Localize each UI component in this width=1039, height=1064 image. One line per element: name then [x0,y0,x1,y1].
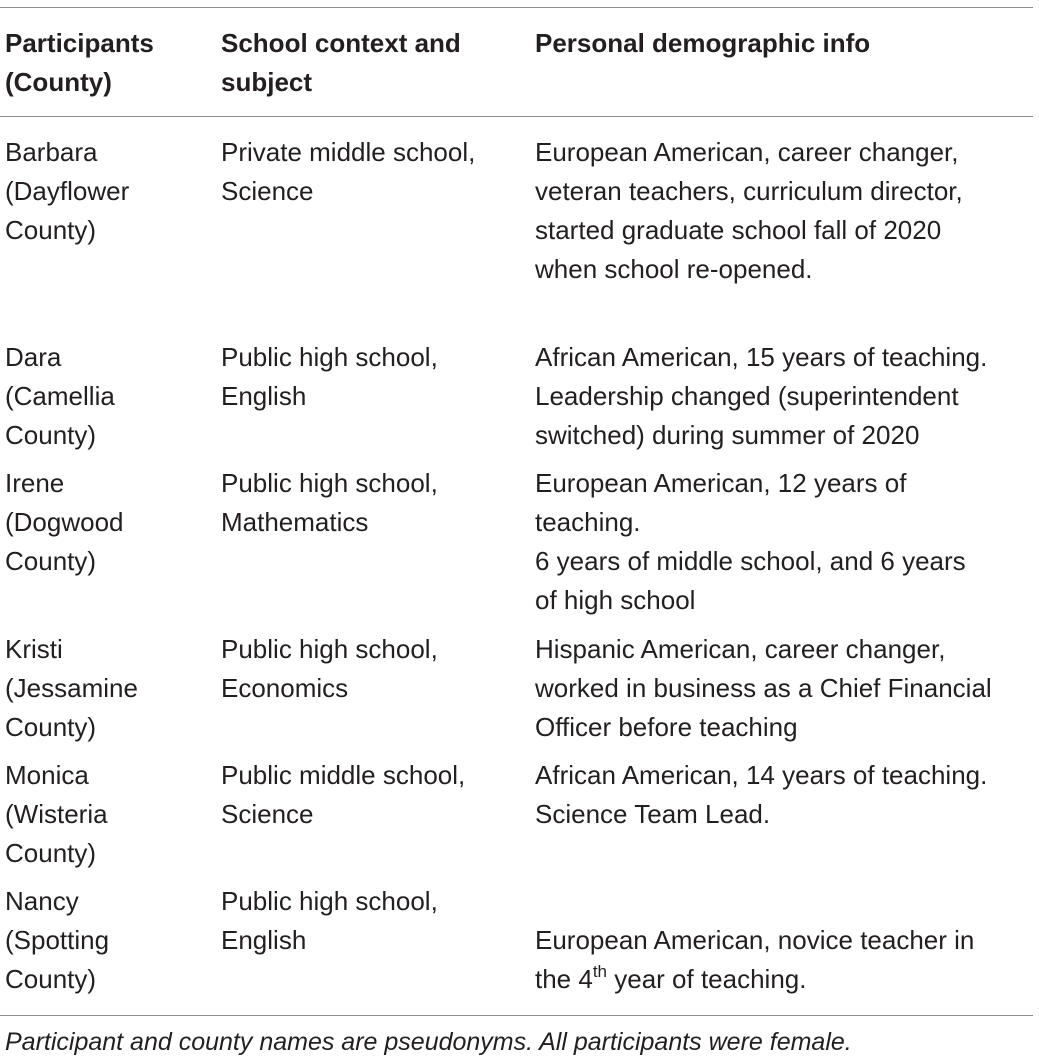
cell-text: the 4 [535,964,593,994]
cell-line: European American, career changer, [535,137,959,167]
cell-line: (Dogwood [5,507,124,537]
cell-line: Kristi [5,634,63,664]
cell-line: Public high school, [221,468,438,498]
cell-line: County) [5,546,97,576]
table-row-personal [535,630,1035,747]
cell-line: County) [5,838,97,868]
cell-line: European American, novice teacher in [535,925,975,955]
cell-line: English [221,381,307,411]
cell-line: African American, 14 years of teaching. [535,760,988,790]
cell-line: (Spotting [5,925,110,955]
table-row-school [221,630,521,708]
cell-line: (Wisteria [5,799,108,829]
table-header-rule [0,116,1033,117]
cell-text: year of teaching. [607,964,807,994]
cell-line: worked in business as a Chief Financial [535,673,992,703]
header-personal-line1: Personal demographic info [535,28,871,58]
table-bottom-rule [0,1015,1033,1016]
cell-line: when school re-opened. [535,254,813,284]
cell-line: of high school [535,585,696,615]
cell-line: European American, 12 years of [535,468,907,498]
cell-line: County) [5,964,97,994]
cell-line: Irene [5,468,65,498]
table-row-personal [535,756,1035,834]
table-footnote: Participant and county names are pseudonyms. All participants were female. [5,1028,852,1056]
cell-line: Economics [221,673,349,703]
cell-line: switched) during summer of 2020 [535,420,920,450]
header-participants-line1: Participants [5,28,154,58]
cell-line: English [221,925,307,955]
table-row-school [221,882,521,960]
table-row-school [221,338,521,416]
cell-line [535,960,1035,999]
cell-line: Barbara [5,137,98,167]
cell-line: Officer before teaching [535,712,798,742]
cell-line: (Dayflower [5,176,130,206]
table-row-personal [535,921,1035,999]
cell-line: Hispanic American, career changer, [535,634,946,664]
cell-line: Science [221,176,314,206]
cell-line: Public high school, [221,886,438,916]
table-row-personal [535,338,1035,455]
cell-line: Public middle school, [221,760,466,790]
cell-line: teaching. [535,507,641,537]
ordinal-superscript: th [592,962,608,981]
cell-line: (Camellia [5,381,115,411]
table-row-participant [5,464,210,581]
cell-line: Private middle school, [221,137,476,167]
cell-line: County) [5,215,97,245]
table-row-school [221,133,521,211]
cell-line: 6 years of middle school, and 6 years [535,546,966,576]
table-row-school [221,464,521,542]
header-participants-line2: (County) [5,67,112,97]
cell-line: Public high school, [221,342,438,372]
table-row-personal [535,464,1035,620]
cell-line: County) [5,420,97,450]
table-row-school [221,756,521,834]
cell-line: Leadership changed (superintendent [535,381,959,411]
cell-line: (Jessamine [5,673,138,703]
table-row-participant [5,756,210,873]
header-school-line2: subject [221,67,313,97]
table-row-participant [5,630,210,747]
table-row-personal [535,133,1035,289]
cell-line: veteran teachers, curriculum director, [535,176,963,206]
cell-line: Dara [5,342,62,372]
cell-line: Science Team Lead. [535,799,771,829]
cell-line: Public high school, [221,634,438,664]
table-row-participant [5,338,210,455]
cell-line: African American, 15 years of teaching. [535,342,988,372]
header-school-line1: School context and [221,28,461,58]
header-school-context [221,24,521,102]
cell-line: Science [221,799,314,829]
table-top-rule [0,7,1033,8]
table-row-participant [5,133,210,250]
table-row-participant [5,882,210,999]
cell-line: Mathematics [221,507,369,537]
cell-line: started graduate school fall of 2020 [535,215,942,245]
cell-line: Monica [5,760,89,790]
header-personal-info [535,24,1035,63]
header-participants [5,24,210,102]
cell-line: County) [5,712,97,742]
cell-line: Nancy [5,886,79,916]
